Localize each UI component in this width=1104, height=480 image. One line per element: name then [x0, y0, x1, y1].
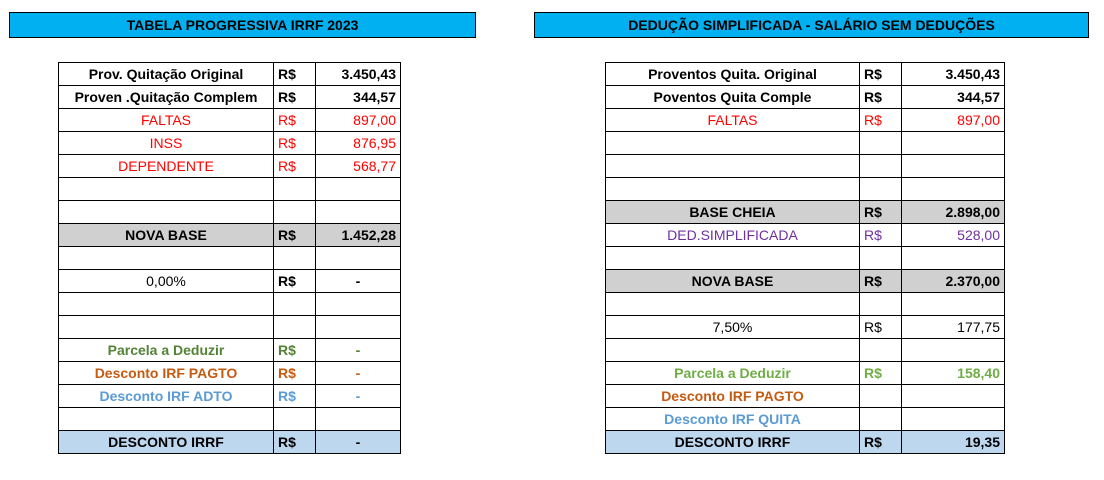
row-value[interactable]: [902, 132, 1005, 155]
row-label-empty[interactable]: [606, 339, 860, 362]
currency-symbol[interactable]: R$: [274, 224, 316, 247]
row-label-parcela-a-deduzir[interactable]: Parcela a Deduzir: [59, 339, 274, 362]
row-label-desconto-irf-pagto[interactable]: Desconto IRF PAGTO: [59, 362, 274, 385]
currency-symbol[interactable]: R$: [274, 270, 316, 293]
table-row: [59, 201, 401, 224]
row-value[interactable]: 568,77: [316, 155, 401, 178]
row-label-desconto-irrf[interactable]: DESCONTO IRRF: [59, 431, 274, 454]
table-row: [606, 201, 1005, 224]
row-label-base-cheia[interactable]: BASE CHEIA: [606, 201, 860, 224]
currency-symbol[interactable]: [860, 178, 902, 201]
table-row: [606, 408, 1005, 431]
row-label-empty[interactable]: [59, 201, 274, 224]
currency-symbol[interactable]: R$: [860, 63, 902, 86]
currency-symbol[interactable]: R$: [860, 224, 902, 247]
row-value[interactable]: 19,35: [902, 431, 1005, 454]
row-value[interactable]: 177,75: [902, 316, 1005, 339]
table-row: [606, 385, 1005, 408]
left-table-title: TABELA PROGRESSIVA IRRF 2023: [9, 12, 476, 38]
table-row: [606, 270, 1005, 293]
currency-symbol[interactable]: R$: [274, 109, 316, 132]
row-label-empty[interactable]: [606, 132, 860, 155]
table-row: [606, 63, 1005, 86]
row-label-dependente[interactable]: DEPENDENTE: [59, 155, 274, 178]
currency-symbol[interactable]: [860, 155, 902, 178]
row-value[interactable]: [316, 316, 401, 339]
table-row: [59, 385, 401, 408]
table-row: [59, 431, 401, 454]
row-value[interactable]: 1.452,28: [316, 224, 401, 247]
right-table-title: DEDUÇÃO SIMPLIFICADA - SALÁRIO SEM DEDUÇÕES: [534, 12, 1089, 38]
row-label-empty[interactable]: [59, 293, 274, 316]
table-row: [59, 362, 401, 385]
currency-symbol[interactable]: R$: [274, 63, 316, 86]
row-label-faltas[interactable]: FALTAS: [59, 109, 274, 132]
row-label-empty[interactable]: [606, 293, 860, 316]
row-label-proven-quitacao-complem[interactable]: Proven .Quitação Complem: [59, 86, 274, 109]
row-value[interactable]: -: [316, 385, 401, 408]
currency-symbol[interactable]: [274, 178, 316, 201]
currency-symbol[interactable]: [274, 247, 316, 270]
table-row: [606, 132, 1005, 155]
table-row: [59, 86, 401, 109]
table-row: [59, 316, 401, 339]
row-value[interactable]: 3.450,43: [316, 63, 401, 86]
currency-symbol[interactable]: R$: [274, 132, 316, 155]
table-row: [606, 316, 1005, 339]
row-value[interactable]: 344,57: [902, 86, 1005, 109]
row-value[interactable]: 2.898,00: [902, 201, 1005, 224]
row-label-poventos-quita-comple[interactable]: Poventos Quita Comple: [606, 86, 860, 109]
row-label-inss[interactable]: INSS: [59, 132, 274, 155]
currency-symbol[interactable]: R$: [860, 201, 902, 224]
row-value[interactable]: [316, 178, 401, 201]
currency-symbol[interactable]: R$: [860, 86, 902, 109]
row-label-nova-base[interactable]: NOVA BASE: [59, 224, 274, 247]
row-value[interactable]: -: [316, 270, 401, 293]
row-value[interactable]: 897,00: [316, 109, 401, 132]
table-row: [59, 132, 401, 155]
row-label-empty[interactable]: [606, 155, 860, 178]
row-value[interactable]: 528,00: [902, 224, 1005, 247]
table-row: [59, 109, 401, 132]
row-label-proventos-quita-original[interactable]: Proventos Quita. Original: [606, 63, 860, 86]
currency-symbol[interactable]: R$: [274, 431, 316, 454]
table-row: [606, 178, 1005, 201]
table-row: [606, 86, 1005, 109]
row-label-desconto-irrf[interactable]: DESCONTO IRRF: [606, 431, 860, 454]
currency-symbol[interactable]: R$: [860, 270, 902, 293]
row-label-empty[interactable]: [59, 316, 274, 339]
table-row: [606, 247, 1005, 270]
row-value[interactable]: [902, 339, 1005, 362]
row-value[interactable]: [902, 293, 1005, 316]
row-label-desconto-irf-pagto[interactable]: Desconto IRF PAGTO: [606, 385, 860, 408]
currency-symbol[interactable]: R$: [274, 362, 316, 385]
row-label-ded-simplificada[interactable]: DED.SIMPLIFICADA: [606, 224, 860, 247]
row-value[interactable]: [316, 293, 401, 316]
row-label-0-00[interactable]: 0,00%: [59, 270, 274, 293]
currency-symbol[interactable]: [274, 201, 316, 224]
table-row: [606, 109, 1005, 132]
currency-symbol[interactable]: R$: [860, 109, 902, 132]
currency-symbol[interactable]: [860, 339, 902, 362]
row-label-empty[interactable]: [606, 247, 860, 270]
currency-symbol[interactable]: R$: [274, 86, 316, 109]
currency-symbol[interactable]: [274, 293, 316, 316]
row-value[interactable]: [316, 408, 401, 431]
table-row: [59, 339, 401, 362]
row-value[interactable]: 2.370,00: [902, 270, 1005, 293]
currency-symbol[interactable]: [274, 408, 316, 431]
currency-symbol[interactable]: R$: [274, 385, 316, 408]
table-row: [59, 224, 401, 247]
row-value[interactable]: [902, 178, 1005, 201]
row-value[interactable]: [902, 247, 1005, 270]
currency-symbol[interactable]: R$: [274, 155, 316, 178]
simplified-deduction-table: [605, 62, 1005, 454]
row-value[interactable]: 158,40: [902, 362, 1005, 385]
currency-symbol[interactable]: R$: [860, 362, 902, 385]
table-row: [59, 247, 401, 270]
table-row: [606, 339, 1005, 362]
currency-symbol[interactable]: [274, 316, 316, 339]
currency-symbol[interactable]: R$: [860, 316, 902, 339]
row-value[interactable]: 344,57: [316, 86, 401, 109]
currency-symbol[interactable]: R$: [274, 339, 316, 362]
row-label-empty[interactable]: [59, 247, 274, 270]
row-value[interactable]: [902, 408, 1005, 431]
table-row: [59, 408, 401, 431]
row-label-desconto-irf-adto[interactable]: Desconto IRF ADTO: [59, 385, 274, 408]
table-row: [606, 362, 1005, 385]
row-label-empty[interactable]: [59, 408, 274, 431]
table-row: [59, 155, 401, 178]
row-label-parcela-a-deduzir[interactable]: Parcela a Deduzir: [606, 362, 860, 385]
currency-symbol[interactable]: [860, 408, 902, 431]
table-row: [59, 270, 401, 293]
table-row: [606, 293, 1005, 316]
table-row: [606, 155, 1005, 178]
row-value[interactable]: 3.450,43: [902, 63, 1005, 86]
row-value[interactable]: [316, 201, 401, 224]
progressive-table: [58, 62, 401, 454]
row-value[interactable]: -: [316, 362, 401, 385]
row-label-7-50[interactable]: 7,50%: [606, 316, 860, 339]
row-label-desconto-irf-quita[interactable]: Desconto IRF QUITA: [606, 408, 860, 431]
row-value[interactable]: [316, 247, 401, 270]
row-value[interactable]: [902, 155, 1005, 178]
row-label-faltas[interactable]: FALTAS: [606, 109, 860, 132]
row-value[interactable]: -: [316, 339, 401, 362]
table-row: [59, 63, 401, 86]
currency-symbol[interactable]: R$: [860, 431, 902, 454]
row-value[interactable]: [902, 385, 1005, 408]
table-row: [606, 224, 1005, 247]
row-label-prov-quitacao-original[interactable]: Prov. Quitação Original: [59, 63, 274, 86]
row-value[interactable]: 876,95: [316, 132, 401, 155]
currency-symbol[interactable]: [860, 132, 902, 155]
table-row: [59, 293, 401, 316]
row-label-nova-base[interactable]: NOVA BASE: [606, 270, 860, 293]
currency-symbol[interactable]: [860, 385, 902, 408]
currency-symbol[interactable]: [860, 247, 902, 270]
currency-symbol[interactable]: [860, 293, 902, 316]
row-value[interactable]: 897,00: [902, 109, 1005, 132]
row-value[interactable]: -: [316, 431, 401, 454]
row-label-empty[interactable]: [59, 178, 274, 201]
table-row: [606, 431, 1005, 454]
row-label-empty[interactable]: [606, 178, 860, 201]
table-row: [59, 178, 401, 201]
